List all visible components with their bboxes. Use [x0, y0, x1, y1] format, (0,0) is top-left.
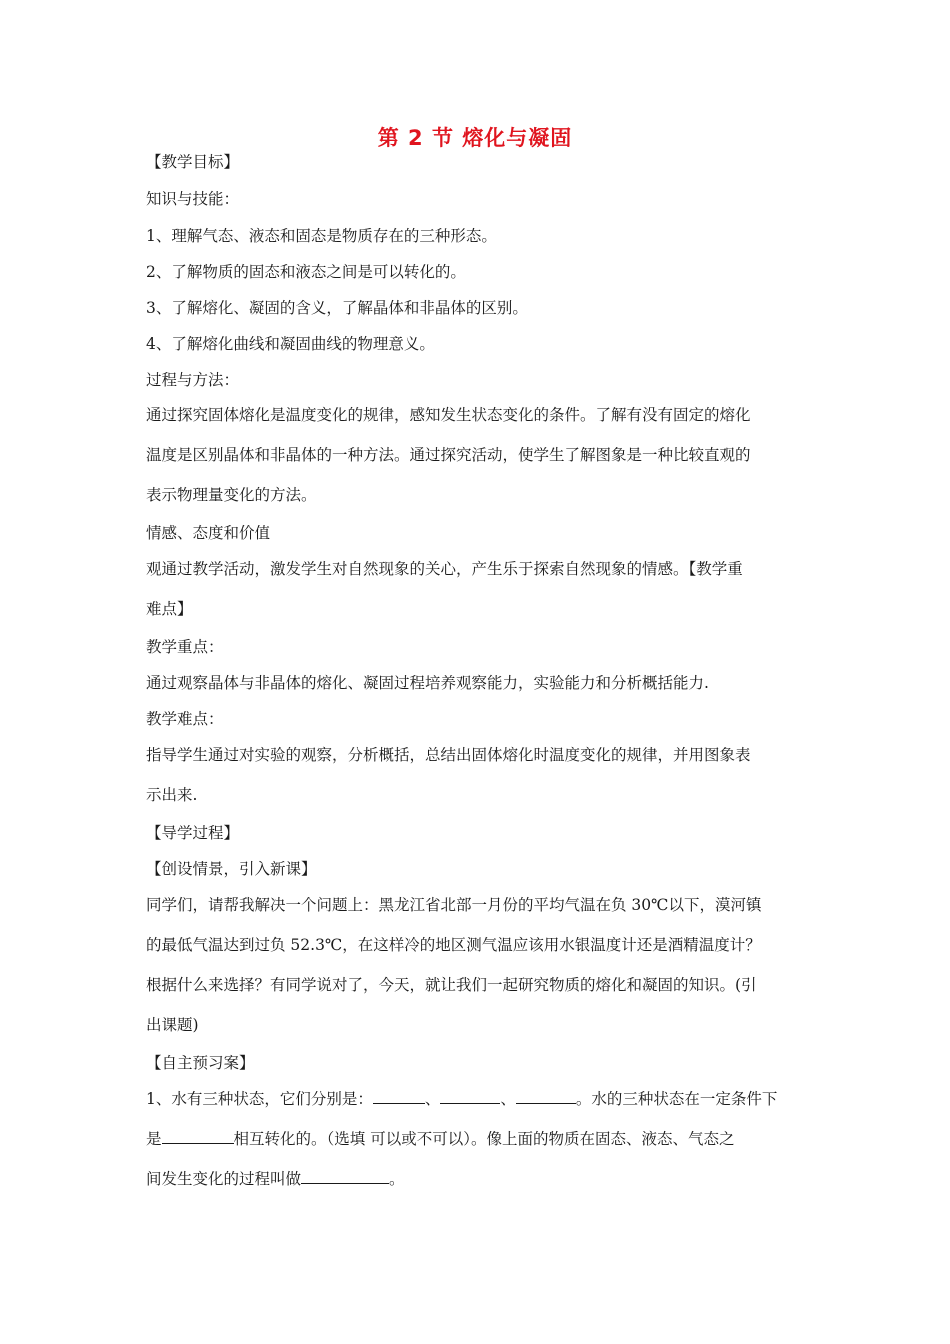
paragraph-line: 根据什么来选择？有同学说对了，今天，就让我们一起研究物质的熔化和凝固的知识。(引	[146, 976, 757, 994]
separator: 、	[424, 1090, 441, 1108]
paragraph-line: 难点】	[146, 600, 193, 618]
paragraph-line: 指导学生通过对实验的观察，分析概括，总结出固体熔化时温度变化的规律，并用图象表	[146, 746, 751, 764]
answer-blank[interactable]	[440, 1089, 500, 1104]
question-1-line-1	[146, 1087, 816, 1109]
paragraph-line: 通过探究固体熔化是温度变化的规律，感知发生状态变化的条件。了解有没有固定的熔化	[146, 406, 751, 424]
subheading-difficulties: 教学难点：	[146, 710, 224, 728]
list-item: 4、了解熔化曲线和凝固曲线的物理意义。	[146, 335, 435, 353]
list-item: 3、了解熔化、凝固的含义，了解晶体和非晶体的区别。	[146, 299, 528, 317]
paragraph-line: 表示物理量变化的方法。	[146, 486, 317, 504]
question-text: 。水的三种状态在一定条件下	[575, 1090, 778, 1108]
paragraph-line: 出课题)	[146, 1016, 199, 1034]
question-text: 。	[389, 1170, 405, 1188]
paragraph-line: 同学们，请帮我解决一个问题上：黑龙江省北部一月份的平均气温在负 30℃以下，漠河镇	[146, 896, 762, 914]
question-text: 1、水有三种状态，它们分别是：	[146, 1090, 373, 1108]
answer-blank[interactable]	[516, 1089, 576, 1104]
subheading-process: 过程与方法：	[146, 371, 240, 389]
separator: 、	[500, 1090, 516, 1108]
list-item: 1、理解气态、液态和固态是物质存在的三种形态。	[146, 227, 497, 245]
question-text: 间发生变化的过程叫做	[146, 1170, 302, 1188]
page-title: 第 2 节 熔化与凝固	[377, 126, 573, 150]
question-text: 是	[146, 1130, 162, 1148]
question-1-line-2	[146, 1127, 816, 1149]
list-item: 2、了解物质的固态和液态之间是可以转化的。	[146, 263, 466, 281]
answer-blank[interactable]	[373, 1089, 425, 1104]
question-text: 相互转化的。（选填 可以或不可以）。像上面的物质在固态、液态、气态之	[233, 1130, 735, 1148]
heading-intro: 【创设情景，引入新课】	[146, 860, 317, 878]
question-1-line-3	[146, 1167, 816, 1189]
paragraph-line: 温度是区别晶体和非晶体的一种方法。通过探究活动，使学生了解图象是一种比较直观的	[146, 446, 751, 464]
subheading-key-points: 教学重点：	[146, 638, 224, 656]
heading-objectives: 【教学目标】	[146, 153, 240, 171]
paragraph-line: 观通过教学活动，激发学生对自然现象的关心，产生乐于探索自然现象的情感。【教学重	[146, 560, 743, 578]
answer-blank[interactable]	[301, 1169, 389, 1184]
paragraph-line: 示出来.	[146, 786, 198, 804]
paragraph-line: 的最低气温达到过负 52.3℃，在这样冷的地区测气温应该用水银温度计还是酒精温度计？	[146, 936, 761, 954]
heading-preview: 【自主预习案】	[146, 1054, 255, 1072]
subheading-attitude: 情感、态度和价值	[146, 524, 271, 542]
heading-guided-process: 【导学过程】	[146, 824, 240, 842]
answer-blank[interactable]	[162, 1129, 234, 1144]
subheading-knowledge: 知识与技能：	[146, 190, 240, 208]
paragraph-line: 通过观察晶体与非晶体的熔化、凝固过程培养观察能力，实验能力和分析概括能力.	[146, 674, 709, 692]
